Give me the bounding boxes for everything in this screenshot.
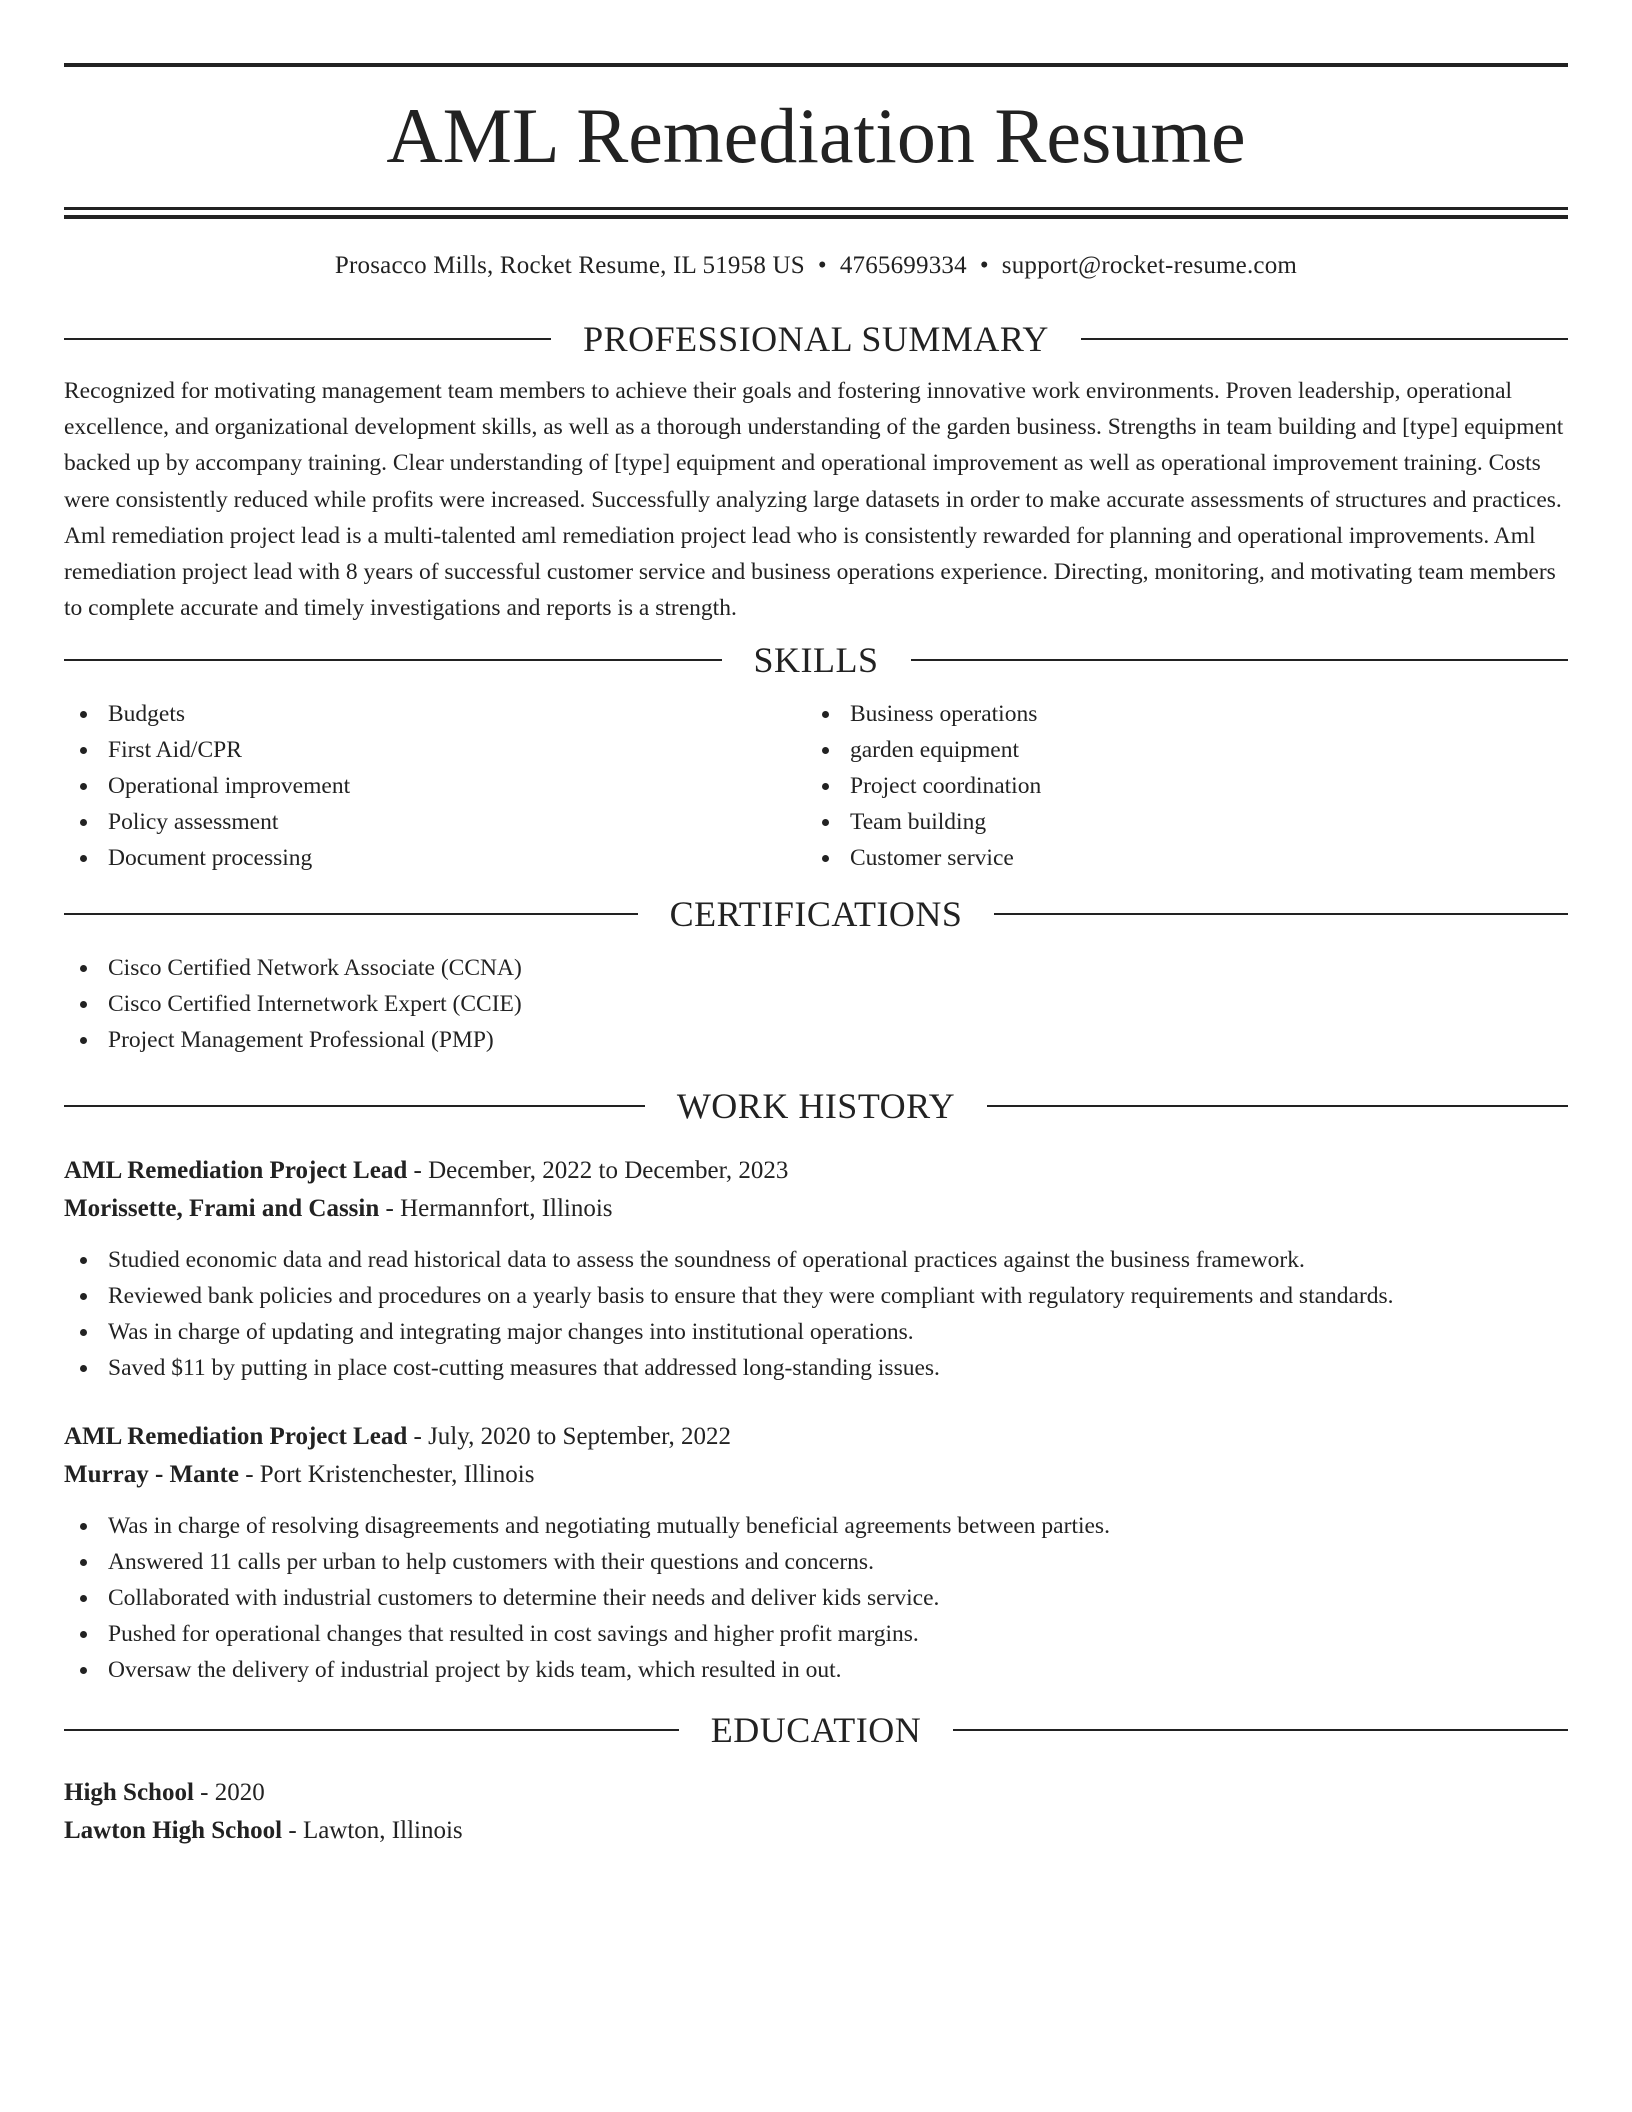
- top-divider: [64, 63, 1568, 67]
- contact-phone: 4765699334: [839, 252, 967, 279]
- skill-item: Business operations: [806, 696, 1548, 732]
- contact-email: support@rocket-resume.com: [1001, 252, 1298, 279]
- certification-item: Cisco Certified Internetwork Expert (CCIE): [64, 986, 1568, 1022]
- section-heading-work-history: [64, 1084, 1568, 1128]
- job-company-line: Morissette, Frami and Cassin - Hermannfort, Illinois: [64, 1195, 613, 1223]
- double-divider: [64, 207, 1568, 219]
- section-heading-summary: [64, 317, 1568, 361]
- job-company: Murray - Mante: [64, 1461, 239, 1489]
- job-bullets: [64, 1242, 1568, 1386]
- skill-item: Document processing: [64, 840, 806, 876]
- section-title: SKILLS: [753, 640, 879, 681]
- education-location: Lawton, Illinois: [302, 1817, 463, 1845]
- job-dates: December, 2022 to December, 2023: [428, 1157, 789, 1185]
- job-title: AML Remediation Project Lead: [64, 1157, 408, 1185]
- section-heading-certifications: [64, 892, 1568, 936]
- skill-item: First Aid/CPR: [64, 732, 806, 768]
- education-year: 2020: [214, 1779, 265, 1807]
- skills-list: [64, 696, 1568, 876]
- job-location: Hermannfort, Illinois: [400, 1195, 613, 1223]
- job-bullet: Saved $11 by putting in place cost-cutting measures that addressed long-standing issues.: [64, 1350, 1568, 1386]
- job-bullet: Studied economic data and read historical data to assess the soundness of operational practices against the business framework.: [64, 1242, 1568, 1278]
- job-entry: [64, 1418, 1568, 1688]
- job-dates: July, 2020 to September, 2022: [428, 1423, 731, 1451]
- education-entry: [64, 1774, 1568, 1850]
- job-location: Port Kristenchester, Illinois: [259, 1461, 535, 1489]
- job-bullet: Was in charge of resolving disagreements and negotiating mutually beneficial agreements between parties.: [64, 1508, 1568, 1544]
- skill-item: Policy assessment: [64, 804, 806, 840]
- skills-column-right: [806, 696, 1548, 876]
- job-title-line: AML Remediation Project Lead - July, 2020 to September, 2022: [64, 1423, 731, 1451]
- job-bullet: Collaborated with industrial customers to determine their needs and deliver kids service.: [64, 1580, 1568, 1616]
- education-school-line: Lawton High School - Lawton, Illinois: [64, 1817, 463, 1845]
- section-heading-education: [64, 1708, 1568, 1752]
- job-bullet: Reviewed bank policies and procedures on a yearly basis to ensure that they were compliant with regulatory requirements and standards.: [64, 1278, 1568, 1314]
- job-bullet: Was in charge of updating and integrating major changes into institutional operations.: [64, 1314, 1568, 1350]
- summary-text: Recognized for motivating management team members to achieve their goals and fostering innovative work environments. Proven leadership, operational excellence, and organizational development skills, as well as a thorough understanding of the garden business. Strengths in team building and [type] equipment backed up by accompany training. Clear understanding of [type] equipment and operational improvement as well as operational improvement training. Costs were consistently reduced while profits were increased. Successfully analyzing large datasets in order to make accurate assessments of structures and practices. Aml remediation project lead is a multi-talented aml remediation project lead who is consistently rewarded for planning and operational improvements. Aml remediation project lead with 8 years of successful customer service and business operations experience. Directing, monitoring, and motivating team members to complete accurate and timely investigations and reports is a strength.: [64, 378, 1564, 622]
- section-heading-skills: [64, 638, 1568, 682]
- skill-item: Customer service: [806, 840, 1548, 876]
- job-bullets: [64, 1508, 1568, 1688]
- job-bullet: Answered 11 calls per urban to help customers with their questions and concerns.: [64, 1544, 1568, 1580]
- skill-item: garden equipment: [806, 732, 1548, 768]
- resume-title: AML Remediation Resume: [386, 92, 1246, 179]
- contact-separator: •: [817, 252, 827, 279]
- job-bullet: Pushed for operational changes that resulted in cost savings and higher profit margins.: [64, 1616, 1568, 1652]
- certification-item: Cisco Certified Network Associate (CCNA): [64, 950, 1568, 986]
- job-company-line: Murray - Mante - Port Kristenchester, Illinois: [64, 1461, 535, 1489]
- education-degree-line: High School - 2020: [64, 1779, 265, 1807]
- section-title: EDUCATION: [710, 1710, 922, 1751]
- contact-address: Prosacco Mills, Rocket Resume, IL 51958 US: [334, 252, 805, 279]
- job-title-line: AML Remediation Project Lead - December, 2022 to December, 2023: [64, 1157, 789, 1185]
- section-title: PROFESSIONAL SUMMARY: [583, 319, 1049, 359]
- contact-separator: •: [979, 252, 989, 279]
- job-company: Morissette, Frami and Cassin: [64, 1195, 380, 1223]
- education-degree: High School: [64, 1779, 194, 1807]
- skills-column-left: [64, 696, 806, 876]
- skill-item: Operational improvement: [64, 768, 806, 804]
- certification-item: Project Management Professional (PMP): [64, 1022, 1568, 1058]
- contact-line: [64, 249, 1568, 283]
- resume-page: [64, 0, 1568, 1850]
- skill-item: Project coordination: [806, 768, 1548, 804]
- certifications-list: [64, 950, 1568, 1058]
- skill-item: Team building: [806, 804, 1548, 840]
- job-bullet: Oversaw the delivery of industrial project by kids team, which resulted in out.: [64, 1652, 1568, 1688]
- section-title: CERTIFICATIONS: [669, 894, 963, 935]
- job-title: AML Remediation Project Lead: [64, 1423, 408, 1451]
- education-school: Lawton High School: [64, 1817, 283, 1845]
- section-title: WORK HISTORY: [676, 1086, 956, 1127]
- job-entry: [64, 1152, 1568, 1386]
- skill-item: Budgets: [64, 696, 806, 732]
